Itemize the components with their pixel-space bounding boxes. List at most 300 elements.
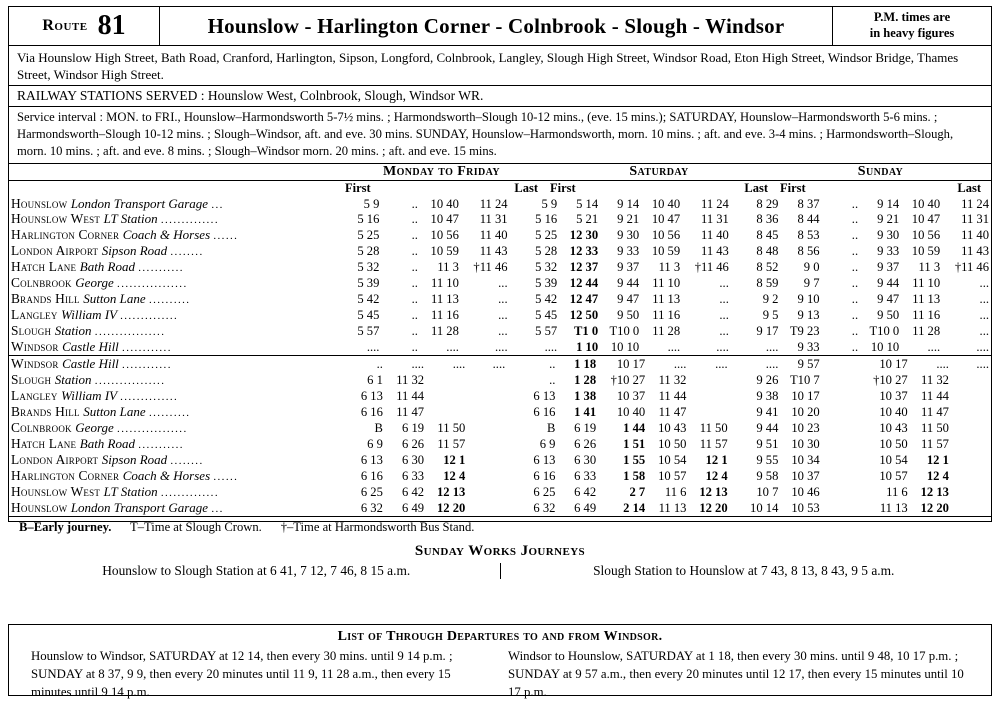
sunday-works-divider [500,563,501,579]
time-cell: 12 33 [569,244,599,259]
column-gap [730,484,740,500]
pm-note-line1: P.M. times are [873,10,951,25]
stop-qualifier: William IV [61,388,121,404]
time-cell [467,420,507,436]
time-cell: 11 10 [912,276,941,291]
time-cell: 10 40 [651,196,681,211]
time-cell [467,500,507,516]
time-cell: .. [851,308,859,323]
table-row [9,484,991,500]
time-cell: 5 9 [541,196,558,211]
time-cell: .. [851,340,859,355]
time-cell: 12 13 [699,484,728,499]
time-cell: 10 59 [651,244,681,259]
time-cell: 10 46 [791,484,820,499]
stop-name: London Airport [11,243,102,259]
time-cell: 10 56 [651,228,681,243]
time-cell: 10 37 [791,468,820,483]
time-cell: 1 18 [574,357,597,372]
time-cell: .. [411,340,418,355]
time-cell: 11 28 [652,324,681,339]
time-cell: ... [719,308,729,323]
time-cell: 11 57 [437,437,466,452]
leader-dots: ........... [138,262,184,275]
stop-name-cell [9,259,332,275]
time-cell: 9 30 [617,228,640,243]
column-gap [510,275,519,291]
sunday-works-left: Hounslow to Slough Station at 6 41, 7 12, 7 46, 8 15 a.m. [102,562,411,578]
time-cell: .. [851,324,859,339]
stop-qualifier: William IV [61,307,121,323]
column-gap [731,211,740,227]
time-cell: .. [851,228,859,243]
table-row [9,275,991,291]
time-cell: 10 40 [430,196,459,211]
time-cell: 10 43 [879,421,908,436]
time-cell: 10 40 [879,405,908,420]
stop-name: Windsor [11,356,63,372]
time-cell: .. [411,260,418,275]
time-cell: 9 33 [797,340,820,355]
time-cell [822,484,861,500]
footnote-b: B–Early journey. [19,519,112,534]
time-cell: 12 13 [436,484,466,499]
time-cell [426,388,467,404]
time-cell: 10 50 [658,437,687,452]
time-cell: 2 7 [629,484,646,499]
leader-dots: .............. [160,214,219,227]
time-cell: .... [976,340,989,355]
column-gap [730,420,740,436]
column-gap [335,404,345,420]
table-row [9,196,991,212]
time-cell: 11 13 [912,292,941,307]
stop-name: Brands Hill [11,291,84,307]
stop-qualifier: Sipson Road [101,452,171,468]
time-cell: ... [498,292,508,307]
column-gap [332,291,341,307]
column-gap [510,323,519,339]
column-gap [335,356,345,372]
time-cell: 6 13 [360,453,383,468]
time-cell: 10 30 [791,437,820,452]
column-gap [731,259,740,275]
stop-name: Hounslow [11,195,71,211]
column-gap [731,323,740,339]
time-cell: 11 28 [912,324,941,339]
time-cell [467,468,507,484]
time-cell: .. [411,308,418,323]
column-gap [730,452,740,468]
leader-dots: .............. [160,486,219,499]
time-cell [822,452,861,468]
first-last-row [9,181,991,196]
leader-dots: ................. [94,326,166,339]
time-cell [951,388,991,404]
stop-qualifier: Coach & Horses [122,227,214,243]
column-gap [730,436,740,452]
time-cell [951,420,991,436]
time-cell: ... [498,324,508,339]
time-cell [426,404,467,420]
time-cell [822,420,861,436]
time-cell: 9 50 [877,308,900,323]
main-timetable-panel [8,6,992,578]
time-cell: 11 32 [921,373,949,388]
time-cell: 11 50 [437,421,466,436]
stops-column-spacer [9,164,339,180]
time-cell: 11 28 [431,324,459,339]
column-gap [335,500,345,516]
time-cell: .. [851,212,859,227]
time-cell: .... [715,357,728,372]
column-gap [730,372,740,388]
column-gap [507,452,517,468]
table-row [9,339,991,355]
sat-last-label: Last [744,180,768,195]
time-cell: 8 59 [756,276,779,291]
column-gap [731,307,740,323]
stop-qualifier: London Transport Garage [70,195,212,211]
leader-dots: .......... [148,294,191,307]
stop-qualifier: Sutton Lane [83,291,149,307]
footnote-dagger: †–Time at Harmondsworth Bus Stand. [280,519,475,534]
time-cell: 10 40 [911,196,941,211]
time-cell: 1 44 [623,421,646,436]
time-cell: 9 50 [617,308,640,323]
time-cell: 11 13 [658,500,687,515]
stop-name: Slough [11,323,55,339]
mf-last-label: Last [514,180,538,195]
time-cell: .. [851,276,859,291]
downbound-timetable [9,196,991,356]
time-cell: 5 9 [363,196,380,211]
time-cell: .... [716,340,729,355]
time-cell: 5 57 [357,324,380,339]
leader-dots: .............. [120,391,179,404]
time-cell: 9 55 [756,453,779,468]
stop-name-cell [9,420,335,436]
column-gap [507,356,517,372]
stop-name-cell [9,196,332,212]
time-cell: 11 3 [658,260,681,275]
time-cell: 10 47 [430,212,459,227]
time-cell: 5 42 [535,292,558,307]
time-cell: 5 28 [357,244,380,259]
route-title [160,7,833,45]
column-gap [731,243,740,259]
leader-dots: ... [211,502,224,515]
time-cell: .. [411,324,418,339]
time-cell: 10 7 [756,484,779,499]
time-cell: 6 13 [360,389,383,404]
time-cell: 5 45 [535,308,558,323]
first-last-spacer [9,181,339,196]
time-cell [822,404,861,420]
time-cell: 6 49 [402,500,425,515]
time-cell: †10 27 [873,373,908,388]
through-departures-panel [8,624,992,699]
stop-name-cell [9,243,332,259]
column-gap [507,436,517,452]
column-gap [730,356,740,372]
time-cell: 12 4 [705,468,728,483]
column-gap [730,388,740,404]
leader-dots: ........ [170,455,204,468]
column-gap [335,452,345,468]
time-cell: 9 26 [756,373,779,388]
time-cell: 11 57 [921,437,949,452]
time-cell: 5 25 [357,228,380,243]
time-cell: 6 16 [533,405,556,420]
time-cell: 9 33 [877,244,900,259]
column-gap [332,339,341,355]
sunday-works-journeys [9,563,991,583]
table-row [9,452,991,468]
time-cell: 11 44 [658,389,687,404]
time-cell: 8 37 [797,196,820,211]
leader-dots: ...... [213,470,239,483]
column-gap [510,291,519,307]
table-row [9,372,991,388]
column-gap [335,372,345,388]
time-cell: 5 39 [535,276,558,291]
column-gap [507,388,517,404]
stop-name-cell [9,436,335,452]
time-cell: 6 26 [402,437,425,452]
time-cell: 9 0 [803,260,820,275]
time-cell: 5 45 [357,308,380,323]
time-cell: 6 19 [574,421,597,436]
time-cell: 6 16 [360,405,383,420]
time-cell: 11 3 [437,260,459,275]
time-cell: 12 4 [443,468,466,483]
time-cell: ... [498,308,508,323]
service-interval-note: Service interval : MON. to FRI., Hounslow–Harmondsworth 5-7½ mins. ; Harmondsworth–Slough 10-12 mins., (eve. 15 mins.); SATURDAY, Hounslow–Harmondsworth 5-6 mins. ; Harmondsworth–Slough 10-12 mins. ; Slough–Windsor, aft. and eve. 30 mins. SUNDAY, Hounslow–Harmondsworth, morn. 10 mins. ; aft. and eve. 3-4 mins. ; Harmondsworth–Slough, morn. 10 mins. ; aft. and eve. 8 mins. ; Slough–Windsor morn. 20 mins. ; aft. and eve. 15 mins. [9,107,991,163]
time-cell: 6 25 [360,484,383,499]
time-cell [467,372,507,388]
time-cell: 9 44 [756,421,779,436]
column-gap [731,339,740,355]
leader-dots: ................. [94,375,166,388]
time-cell: .. [851,292,859,307]
table-row [9,436,991,452]
column-gap [510,211,519,227]
time-cell: .. [376,357,383,372]
time-cell: 12 20 [699,500,728,515]
time-cell: 1 28 [574,373,597,388]
time-cell: B [374,421,383,436]
through-departures-title: List of Through Departures to and from Windsor. [337,629,663,644]
through-departures-columns [9,648,991,706]
time-cell [951,500,991,516]
column-gap [332,259,341,275]
upbound-timetable [9,356,991,516]
time-cell: 10 17 [791,389,820,404]
time-cell: 11 13 [431,292,459,307]
time-cell [467,452,507,468]
time-cell [951,484,991,500]
time-cell: .... [673,357,687,372]
first-last-sun [774,181,987,196]
column-gap [510,259,519,275]
time-cell [822,356,861,372]
stop-name-cell [9,388,335,404]
time-cell: 11 16 [912,308,941,323]
route-badge [9,7,160,45]
sun-last-label: Last [957,180,981,195]
time-cell: T9 23 [789,324,820,339]
time-cell: .. [411,212,418,227]
stop-qualifier: Station [54,372,95,388]
time-cell: 6 42 [574,484,597,499]
time-cell: T1 0 [573,324,599,339]
time-cell: 6 13 [533,453,556,468]
time-cell: .. [851,260,859,275]
column-gap [507,500,517,516]
time-cell: 12 44 [569,276,599,291]
time-cell: 11 3 [918,260,941,275]
stop-qualifier: London Transport Garage [70,499,212,515]
stop-name: Hounslow [11,499,71,515]
column-gap [507,372,517,388]
time-cell: 10 54 [879,453,908,468]
time-cell: 12 1 [443,453,466,468]
time-cell: .... [495,340,508,355]
time-cell: 10 59 [430,244,459,259]
time-cell: 6 16 [533,468,556,483]
time-cell: 11 13 [879,500,908,515]
column-gap [731,196,740,212]
stop-name-cell [9,275,332,291]
column-gap [731,275,740,291]
time-cell: T10 0 [609,324,640,339]
through-departures-left: Hounslow to Windsor, SATURDAY at 12 14, then every 30 mins. until 9 14 p.m. ; SUNDAY at 8 37, 9 9, then every 20 minutes until 11 9, 11 28 a.m., then every 15 minutes until 9 14 p.m. [31,649,453,699]
time-cell: 6 30 [574,453,597,468]
time-cell: .... [446,340,459,355]
time-cell: 10 17 [879,357,908,372]
column-gap [332,307,341,323]
time-cell: 12 1 [705,453,728,468]
time-cell: 8 56 [797,244,820,259]
time-cell: 10 34 [791,453,820,468]
table-row [9,356,991,372]
stop-qualifier: Castle Hill [62,339,123,355]
stop-name-cell [9,372,335,388]
leader-dots: ............ [122,359,172,372]
time-cell [951,468,991,484]
leader-dots: ... [211,198,224,211]
time-cell: 10 20 [791,405,820,420]
time-cell: .. [411,276,418,291]
stop-name-cell [9,468,335,484]
column-gap [730,404,740,420]
time-cell: 9 51 [756,437,779,452]
time-cell: 6 32 [360,500,383,515]
time-cell: 11 44 [921,389,949,404]
table-row [9,500,991,516]
route-label: Route [42,17,88,34]
stop-name-cell [9,307,332,323]
leader-dots: ...... [213,230,239,243]
time-cell: 10 43 [658,421,687,436]
time-cell: .... [544,340,558,355]
time-cell: 12 4 [926,468,949,483]
time-cell: †11 46 [473,260,508,275]
time-cell: 10 56 [430,228,459,243]
stop-qualifier: Bath Road [79,259,139,275]
time-cell: .. [411,228,418,243]
stop-name-cell [9,211,332,227]
time-cell [822,500,861,516]
time-cell: 11 10 [431,276,459,291]
time-cell: 8 36 [756,212,779,227]
time-cell: 1 38 [574,389,597,404]
column-gap [510,243,519,259]
time-cell: 5 32 [535,260,558,275]
day-header-saturday: Saturday [629,163,689,179]
time-cell: †10 27 [610,373,646,388]
stop-qualifier: Station [54,323,95,339]
time-cell: 10 37 [879,389,908,404]
time-cell: 9 21 [877,212,900,227]
time-cell: .. [411,196,418,211]
stop-qualifier: LT Station [103,483,161,499]
table-row [9,291,991,307]
stop-name: Hounslow West [11,211,104,227]
time-cell: 8 45 [756,228,779,243]
time-cell: T10 7 [789,373,820,388]
time-cell: .... [765,357,779,372]
time-cell: .... [452,357,466,372]
time-cell [822,468,861,484]
time-cell: 12 37 [569,260,599,275]
stop-name-cell [9,291,332,307]
column-gap [335,484,345,500]
time-cell: 11 40 [961,228,989,243]
footnotes-row [9,517,991,537]
time-cell: 11 50 [699,421,728,436]
time-cell: 6 13 [533,389,556,404]
time-cell: .. [549,373,556,388]
time-cell: 6 9 [539,437,556,452]
table-row [9,211,991,227]
time-cell: 10 54 [658,453,687,468]
time-cell: 5 21 [576,212,599,227]
column-gap [335,436,345,452]
time-cell: .. [411,292,418,307]
route-number: 81 [97,10,126,41]
time-cell: 9 2 [762,292,779,307]
time-cell [951,404,991,420]
time-cell: 11 40 [479,228,508,243]
column-gap [510,339,519,355]
stop-name-cell [9,452,335,468]
time-cell: 11 10 [652,276,681,291]
first-last-sat [544,181,774,196]
time-cell: 9 33 [617,244,640,259]
time-cell: 9 21 [617,212,640,227]
pm-note-line2: in heavy figures [869,26,955,40]
time-cell: 9 44 [877,276,900,291]
time-cell: .. [411,244,418,259]
time-cell: 10 47 [911,212,941,227]
time-cell: 1 55 [623,453,646,468]
time-cell: 10 57 [879,468,908,483]
time-cell: 9 30 [877,228,900,243]
stop-name: Langley [11,307,62,323]
time-cell: 9 47 [617,292,640,307]
